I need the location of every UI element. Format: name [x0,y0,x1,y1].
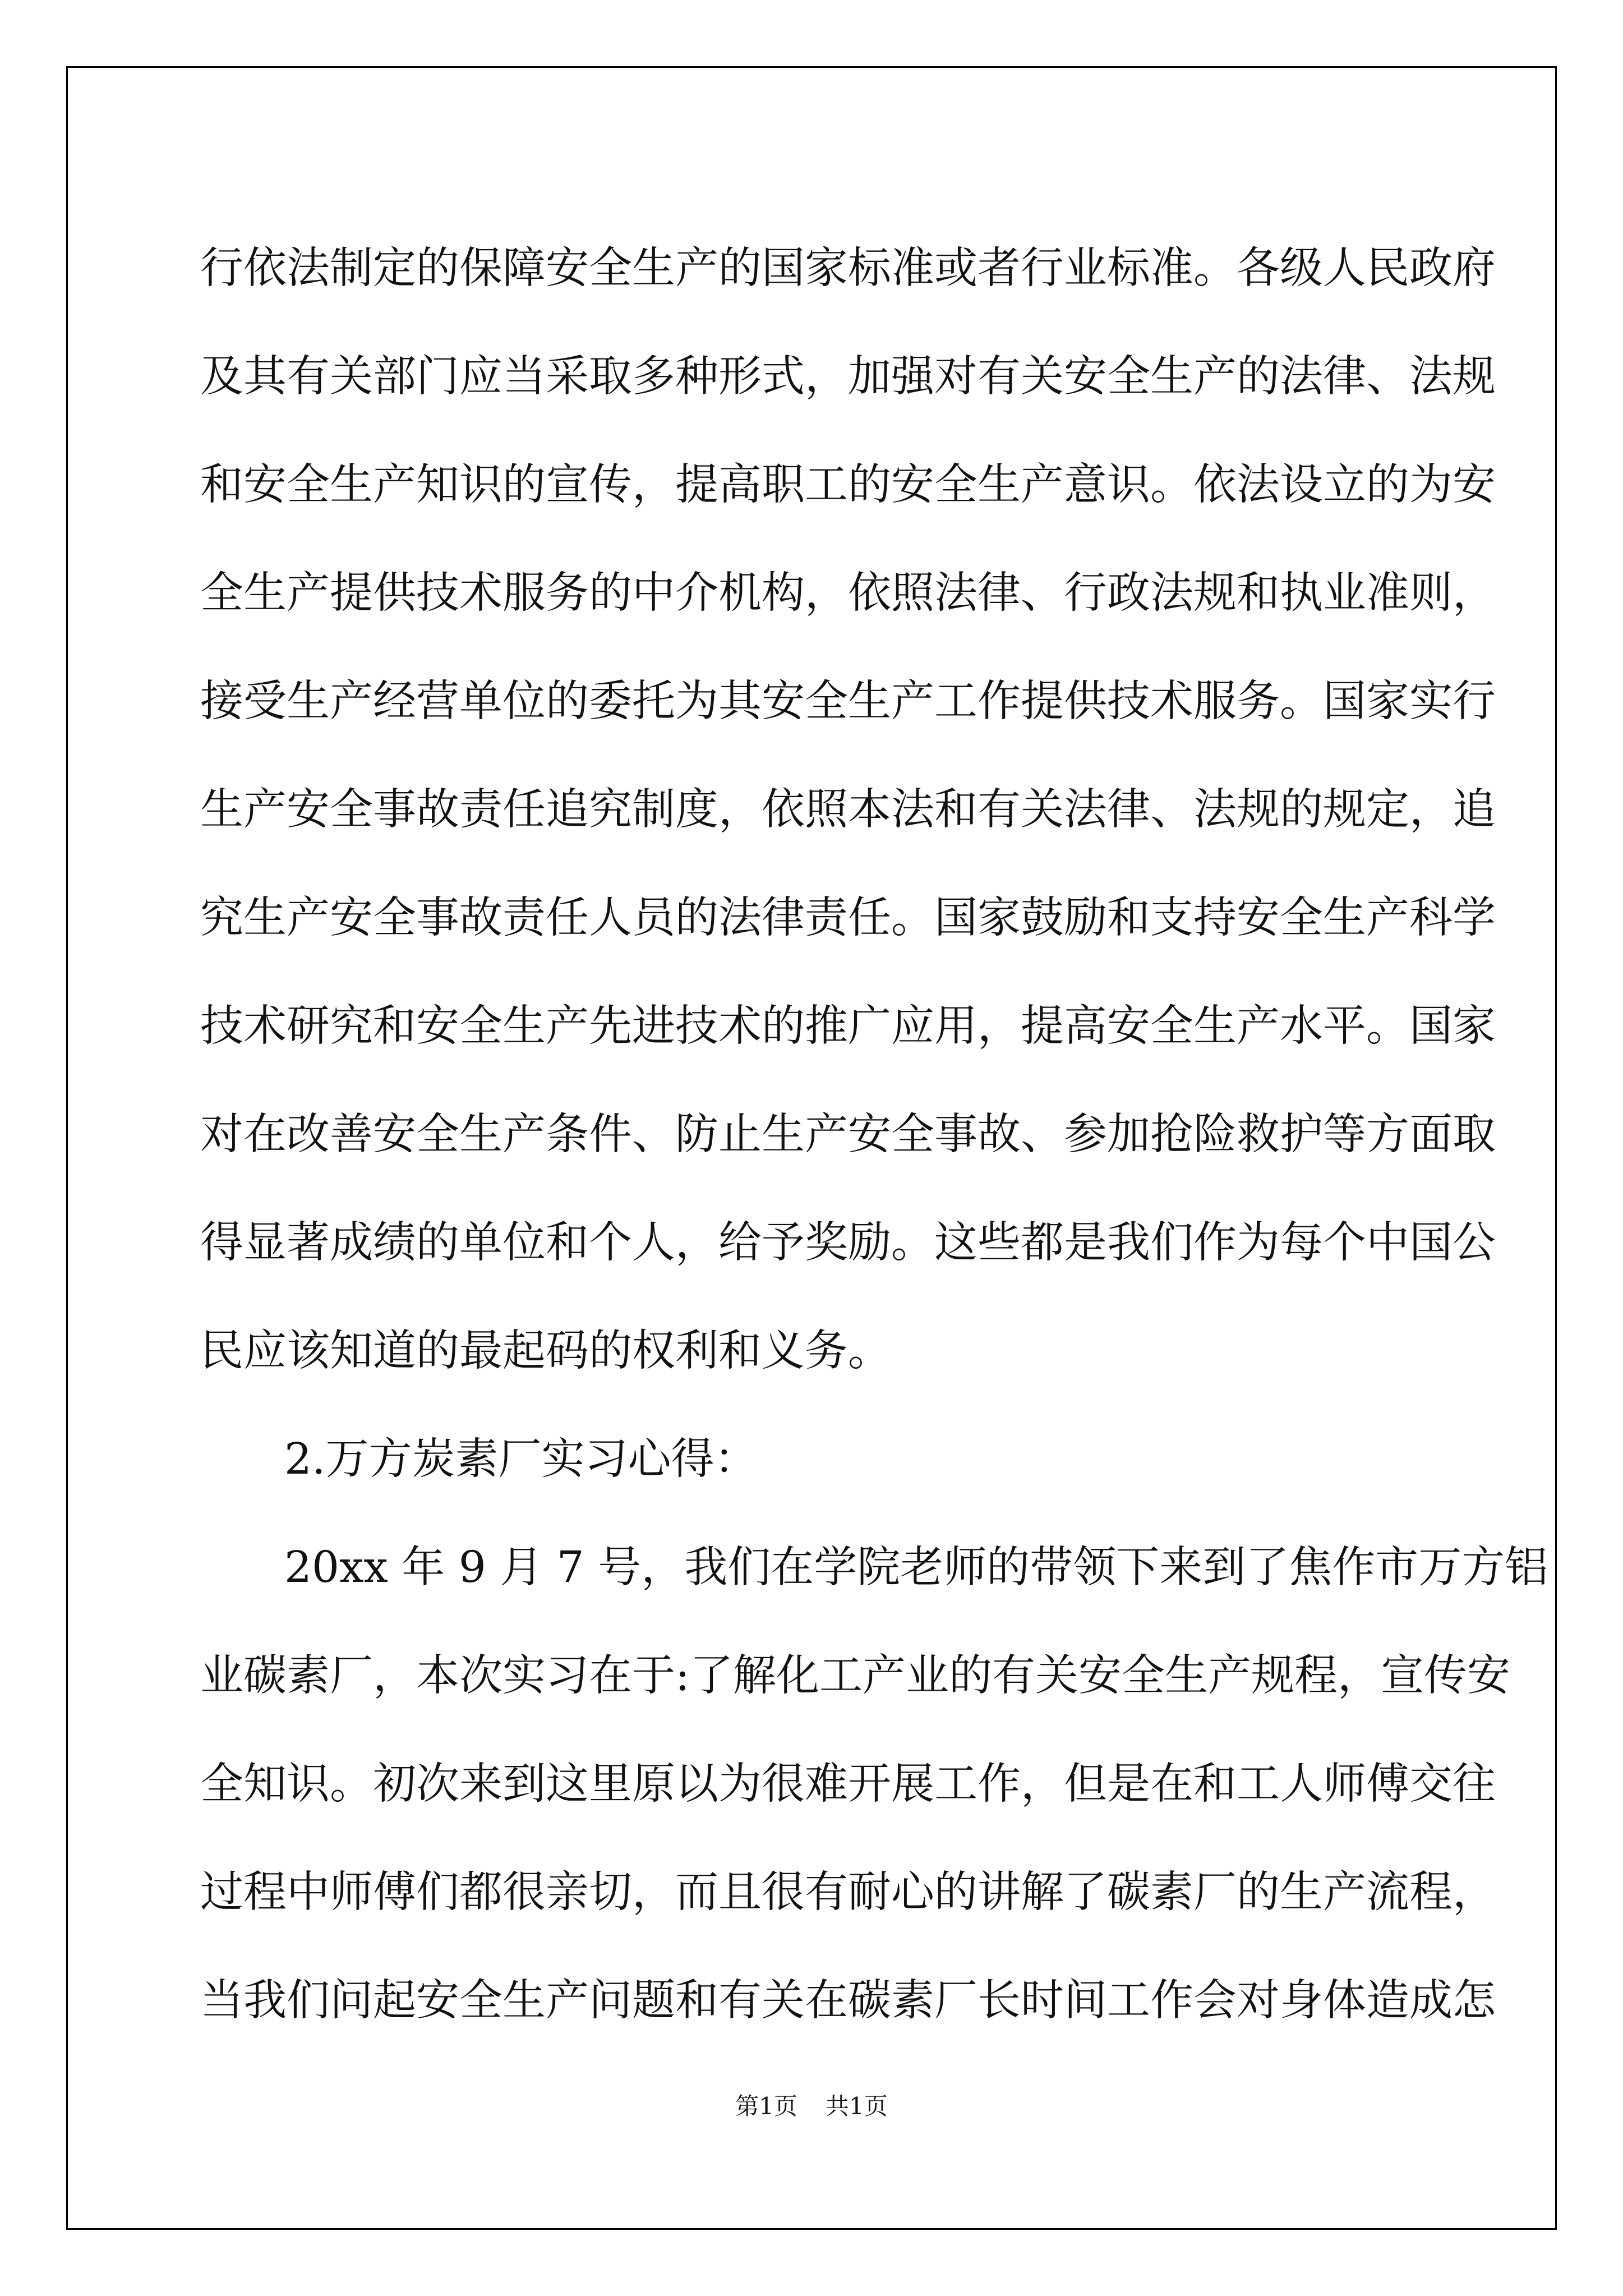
document-body [200,214,1548,2055]
text-line: 生产安全事故责任追究制度，依照本法和有关法律、法规的规定，追 [200,785,1496,835]
section-heading: 2.万方炭素厂实习心得： [284,1434,758,1484]
text-line: 究生产安全事故责任人员的法律责任。国家鼓励和支持安全生产科学 [200,893,1496,943]
page-total: 共1页 [826,2092,888,2120]
text-line: 全生产提供技术服务的中介机构，依照法律、行政法规和执业准则， [200,568,1496,618]
text-line: 过程中师傅们都很亲切，而且很有耐心的讲解了碳素厂的生产流程， [200,1867,1496,1917]
text-line: 全知识。初次来到这里原以为很难开展工作，但是在和工人师傅交往 [200,1759,1496,1809]
page-footer [0,2088,1623,2122]
text-line: 当我们问起安全生产问题和有关在碳素厂长时间工作会对身体造成怎 [200,1976,1496,2026]
text-line: 对在改善安全生产条件、防止生产安全事故、参加抢险救护等方面取 [200,1110,1496,1159]
text-line: 技术研究和安全生产先进技术的推广应用，提高安全生产水平。国家 [200,1001,1496,1051]
text-line: 及其有关部门应当采取多种形式，加强对有关安全生产的法律、法规 [200,352,1496,402]
text-line: 得显著成绩的单位和个人，给予奖励。这些都是我们作为每个中国公 [200,1218,1496,1268]
text-line: 民应该知道的最起码的权利和义务。 [200,1326,891,1376]
page-number: 第1页 [735,2092,797,2120]
text-line: 行依法制定的保障安全生产的国家标准或者行业标准。各级人民政府 [200,243,1496,293]
text-line: 和安全生产知识的宣传，提高职工的安全生产意识。依法设立的为安 [200,460,1496,510]
text-line: 接受生产经营单位的委托为其安全生产工作提供技术服务。国家实行 [200,677,1496,726]
text-line: 20xx 年 9 月 7 号，我们在学院老师的带领下来到了焦作市万方铝 [284,1543,1548,1593]
text-line: 业碳素厂，本次实习在于:了解化工产业的有关安全生产规程，宣传安 [200,1651,1510,1701]
